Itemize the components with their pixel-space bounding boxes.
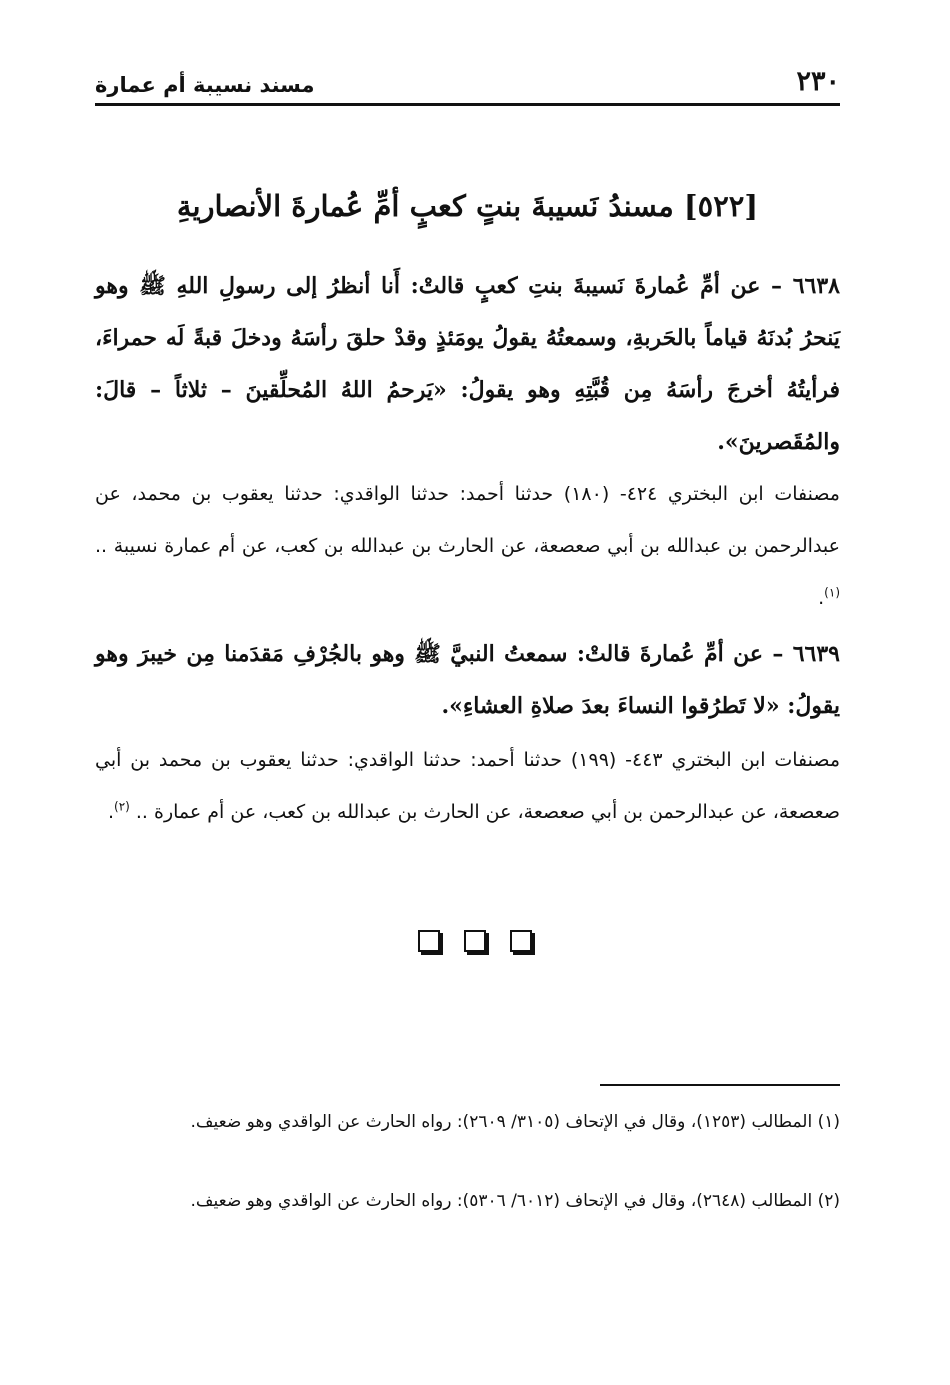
running-title: مسند نسيبة أم عمارة	[95, 73, 315, 97]
section-title: [٥٢٢] مسندُ نَسيبةَ بنتٍ كعبٍ أمِّ عُمارةَ الأنصاريةِ	[176, 189, 759, 223]
square-icon	[510, 930, 532, 952]
full-stop: .	[818, 587, 825, 609]
hadith-6638	[95, 260, 840, 468]
footnote-2: (٢) المطالب (٢٦٤٨)، وقال في الإتحاف (٦٠١٢/ ٥٣٠٦): رواه الحارث عن الواقدي وهو ضعيف.	[190, 1191, 840, 1211]
running-header	[95, 66, 840, 106]
hadith-number: ٦٦٣٨	[792, 273, 840, 299]
footnote-divider	[600, 1084, 840, 1086]
hadith-6639	[95, 628, 840, 732]
footnote-ref[interactable]: (٢)	[114, 799, 130, 814]
full-stop: .	[107, 801, 115, 823]
section-separator	[0, 930, 950, 952]
footnote-1: (١) المطالب (١٢٥٣)، وقال في الإتحاف (٣١٠٥/ ٢٦٠٩): رواه الحارث عن الواقدي وهو ضعيف.	[190, 1112, 840, 1132]
page-number: ٢٣٠	[796, 66, 840, 97]
footnote-ref[interactable]: (١)	[824, 585, 840, 600]
hadith-6639-source	[95, 734, 840, 838]
hadith-number: ٦٦٣٩	[792, 641, 840, 667]
hadith-6638-source	[95, 468, 840, 624]
hadith-text: – عن أمِّ عُمارةَ نَسيبةَ بنتِ كعبٍ قالتْ: أَنا أنظرُ إلى رسولِ اللهِ ﷺ وهو يَنحرُ بُدنَهُ قياماً بالحَربةِ، وسمعتُهُ يقولُ يومَئذٍ وقدْ حلقَ رأسَهُ ودخلَ قبةً لَه حمراءَ، فرأيتُهُ أخرجَ رأسَهُ مِن قُبَّتِهِ وهو يقولُ: «يَرحمُ اللهُ المُحلِّقينَ – ثلاثاً – قالَ: والمُقَصرينَ».	[95, 273, 840, 455]
source-text: مصنفات ابن البختري ٤٤٣- (١٩٩) حدثنا أحمد: حدثنا الواقدي: حدثنا يعقوب بن محمد بن أبي صعصعة، عن عبدالرحمن بن أبي صعصعة، عن الحارث بن عبدالله بن كعب، عن أم عمارة ..	[95, 749, 840, 823]
hadith-text: – عن أمِّ عُمارةَ قالتْ: سمعتُ النبيَّ ﷺ وهو بالجُرْفِ مَقدَمنا مِن خيبرَ وهو يقولُ: «لا تَطرُقوا النساءَ بعدَ صلاةِ العشاءِ».	[95, 641, 840, 719]
square-icon	[418, 930, 440, 952]
source-text: مصنفات ابن البختري ٤٢٤- (١٨٠) حدثنا أحمد: حدثنا الواقدي: حدثنا يعقوب بن محمد، عن عبدالرحمن بن عبدالله بن أبي صعصعة، عن الحارث بن عبدالله بن كعب، عن أم عمارة نسيبة ..	[95, 483, 840, 557]
square-icon	[464, 930, 486, 952]
